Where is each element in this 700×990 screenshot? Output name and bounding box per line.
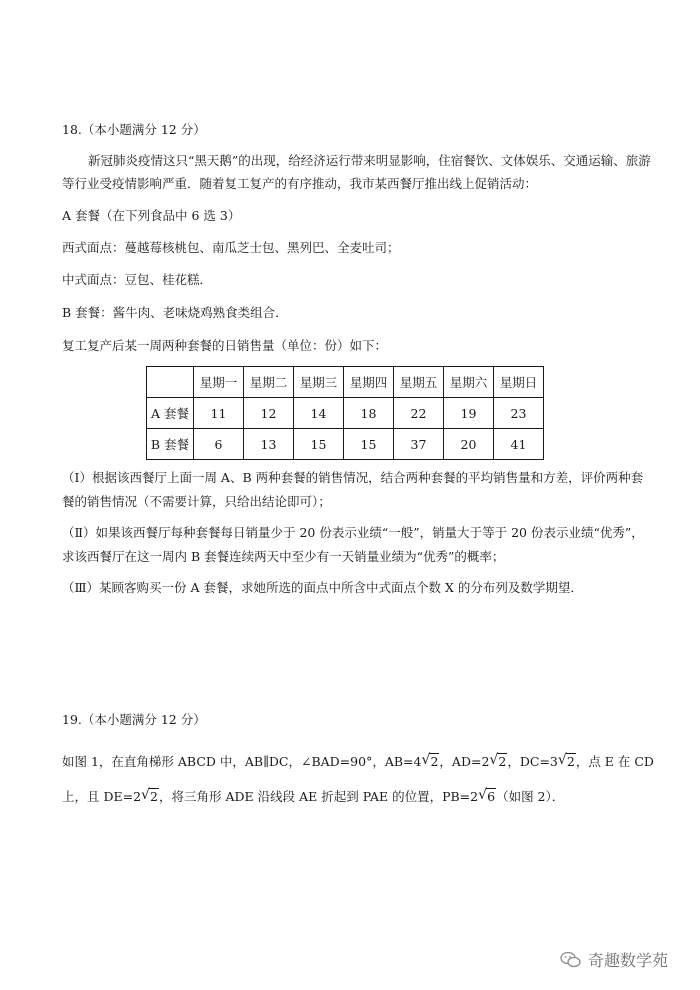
- table-cell: 41: [494, 429, 544, 460]
- sqrt-6: √ 6: [478, 787, 496, 804]
- table-header-day: 星期三: [294, 367, 344, 398]
- watermark-text: 奇趣数学苑: [588, 951, 669, 970]
- table-corner-cell: [147, 367, 194, 398]
- table-header-day: 星期六: [444, 367, 494, 398]
- q19-line1: [62, 754, 654, 770]
- table-row: [147, 429, 544, 460]
- q18-part3: （Ⅲ）某顾客购买一份 A 套餐，求她所选的面点中所含中式面点个数 X 的分布列及数学期望．: [62, 580, 583, 595]
- q19-line1-text: ，AD=2: [439, 754, 490, 769]
- q19-line1-text: ，DC=3: [507, 754, 558, 769]
- row-label: B 套餐: [147, 429, 194, 460]
- q18-intro-line1: 新冠肺炎疫情这只“黑天鹅”的出现，给经济运行带来明显影响，住宿餐饮、文体娱乐、交通运输、旅游: [88, 153, 651, 168]
- sqrt-2: √ 2: [421, 752, 439, 769]
- q18-table-caption: 复工复产后某一周两种套餐的日销售量（单位：份）如下：: [62, 338, 388, 353]
- q19-line2-text: ，将三角形 ADE 沿线段 AE 折起到 PAE 的位置，PB=2: [159, 789, 479, 804]
- table-cell: 23: [494, 398, 544, 429]
- table-header-day: 星期四: [344, 367, 394, 398]
- table-cell: 19: [444, 398, 494, 429]
- table-header-row: [147, 367, 544, 398]
- table-cell: 12: [244, 398, 294, 429]
- table-cell: 37: [394, 429, 444, 460]
- q18-set-b: B 套餐：酱牛肉、老味烧鸡熟食类组合．: [62, 305, 288, 320]
- q18-part1-line2: 餐的销售情况（不需要计算，只给出结论即可）；: [62, 494, 331, 509]
- table-cell: 15: [294, 429, 344, 460]
- q19-line1-text: ，点 E 在 CD: [575, 754, 654, 769]
- sqrt-2: √ 2: [557, 752, 575, 769]
- q18-western-pastries: 西式面点：蔓越莓核桃包、南瓜芝士包、黑列巴、全麦吐司；: [62, 240, 400, 255]
- table-cell: 22: [394, 398, 444, 429]
- table-cell: 6: [194, 429, 244, 460]
- q19-line2-text: （如图 2）．: [496, 789, 565, 804]
- table-cell: 14: [294, 398, 344, 429]
- wechat-logo-icon: [560, 951, 582, 969]
- q19-line2-text: 上，且 DE=2: [62, 789, 142, 804]
- table-header-day: 星期日: [494, 367, 544, 398]
- table-cell: 15: [344, 429, 394, 460]
- q18-part2-line1: （Ⅱ）如果该西餐厅每种套餐每日销量少于 20 份表示业绩“一般”，销量大于等于 20 份表示业绩“优秀”，: [62, 525, 644, 540]
- table-row: [147, 398, 544, 429]
- sqrt-2: √ 2: [489, 752, 507, 769]
- sqrt-2: √ 2: [141, 787, 158, 804]
- table-cell: 11: [194, 398, 244, 429]
- watermark: [560, 948, 668, 971]
- q18-part1-line1: （Ⅰ）根据该西餐厅上面一周 A、B 两种套餐的销售情况，结合两种套餐的平均销售量和方差，评价两种套: [62, 470, 644, 485]
- q18-intro-line2: 等行业受疫情影响严重．随着复工复产的有序推动，我市某西餐厅推出线上促销活动：: [62, 176, 538, 191]
- q19-header: 19.（本小题满分 12 分）: [62, 712, 206, 727]
- table-header-day: 星期五: [394, 367, 444, 398]
- q19-line2: [62, 789, 564, 805]
- q18-part2-line2: 求该西餐厅在这一周内 B 套餐连续两天中至少有一天销量业绩为“优秀”的概率；: [62, 549, 505, 564]
- table-cell: 20: [444, 429, 494, 460]
- sales-table: [146, 366, 544, 460]
- table-header-day: 星期一: [194, 367, 244, 398]
- q19-line1-text: 如图 1，在直角梯形 ABCD 中，AB∥DC，∠BAD=90°，AB=4: [62, 754, 422, 769]
- q18-chinese-pastries: 中式面点：豆包、桂花糕．: [62, 272, 213, 287]
- q18-set-a: A 套餐（在下列食品中 6 选 3）: [62, 208, 241, 223]
- table-header-day: 星期二: [244, 367, 294, 398]
- row-label: A 套餐: [147, 398, 194, 429]
- table-cell: 18: [344, 398, 394, 429]
- q18-header: 18.（本小题满分 12 分）: [62, 122, 206, 137]
- table-cell: 13: [244, 429, 294, 460]
